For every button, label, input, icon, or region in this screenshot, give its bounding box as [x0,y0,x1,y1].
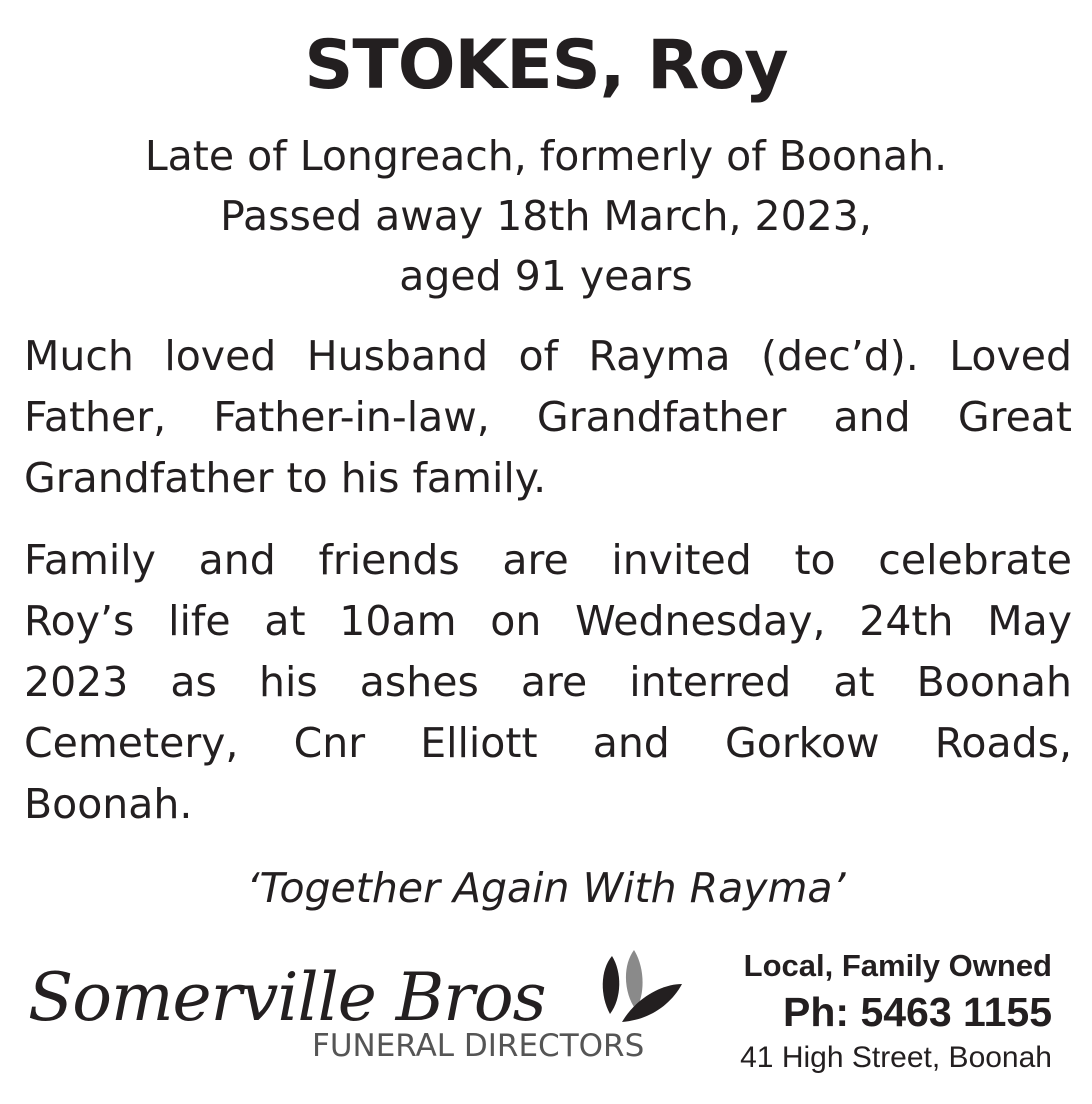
deceased-name: STOKES, Roy [304,26,788,105]
paragraph-line: Father, Father-in-law, Grandfather and Great [24,393,1072,441]
notice-intro [0,126,1092,306]
address: 41 High Street, Boonah [740,1041,1052,1074]
logo-name: Somerville Bros [28,959,546,1036]
intro-line: Late of Longreach, formerly of Boonah. [144,132,948,180]
paragraph-line: Cemetery, Cnr Elliott and Gorkow Roads, [24,719,1072,767]
family-paragraph [24,326,1072,509]
service-paragraph [24,530,1072,835]
tagline: Local, Family Owned [743,948,1052,983]
funeral-director-footer [0,940,1092,1090]
paragraph-line: 2023 as his ashes are interred at Boonah [24,658,1072,706]
paragraph-line: Much loved Husband of Rayma (dec’d). Loved [24,332,1072,380]
memorial-quote: ‘Together Again With Rayma’ [246,864,846,912]
contact-block [672,946,1052,1078]
phone-number: Ph: 5463 1155 [783,989,1052,1035]
paragraph-line: Roy’s life at 10am on Wednesday, 24th May [24,597,1072,645]
intro-line: Passed away 18th March, 2023, [220,192,872,240]
funeral-director-logo [22,940,682,1080]
logo-subtitle: FUNERAL DIRECTORS [312,1028,645,1064]
paragraph-line: Boonah. [24,780,193,828]
intro-line: aged 91 years [399,252,693,300]
paragraph-line: Family and friends are invited to celebrate [24,536,1072,584]
paragraph-line: Grandfather to his family. [24,454,547,502]
